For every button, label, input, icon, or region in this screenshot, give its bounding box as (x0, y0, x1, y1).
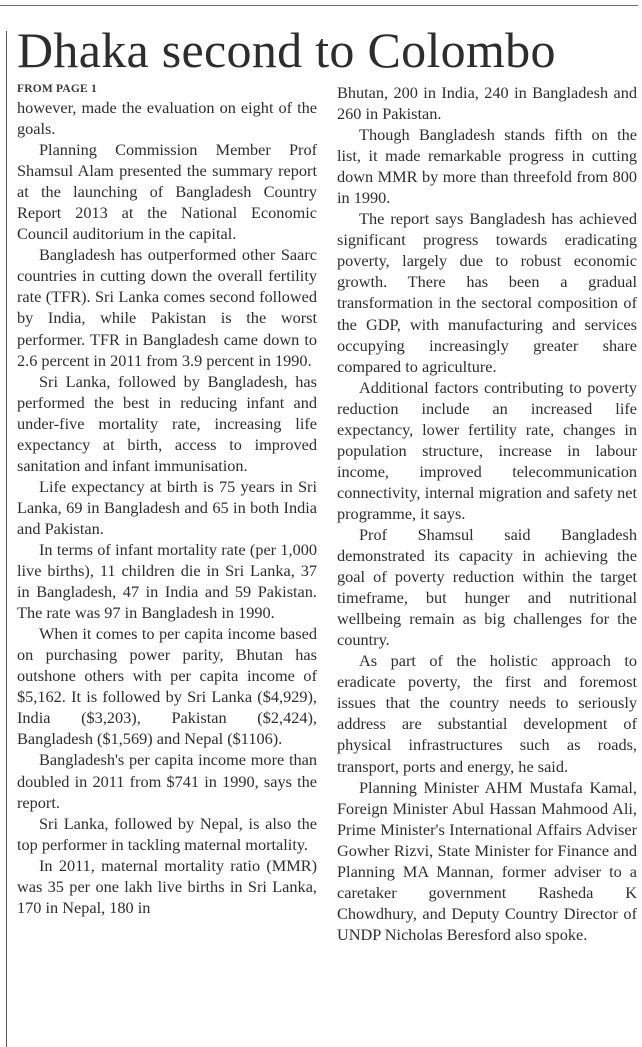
paragraph: Life expectancy at birth is 75 years in Sri Lanka, 69 in Bangladesh and 65 in both India and Pakistan. (17, 476, 317, 538)
paragraph: Sri Lanka, followed by Nepal, is also the top performer in tackling maternal mortality. (17, 813, 317, 854)
kicker-from-page: FROM PAGE 1 (17, 83, 97, 95)
paragraph: Prof Shamsul said Bangladesh demonstrated its capacity in achieving the goal of poverty reduction within the target timeframe, but hunger and nutritional wellbeing remain as big challenges for the country. (337, 524, 637, 650)
paragraph: When it comes to per capita income based on purchasing power parity, Bhutan has outshone others with per capita income of $5,162. It is followed by Sri Lanka ($4,929), India ($3,203), Pakistan ($2,424), Bangladesh ($1,569) and Nepal ($1106). (17, 624, 317, 749)
column-rule (6, 31, 7, 1047)
paragraph: In terms of infant mortality rate (per 1,000 live births), 11 children die in Sri Lanka, 37 in Bangladesh, 47 in India and 59 Pakistan. The rate was 97 in Bangladesh in 1990. (17, 539, 317, 623)
paragraph: Planning Minister AHM Mustafa Kamal, Foreign Minister Abul Hassan Mahmood Ali, Prime Minister's International Affairs Adviser Gowher Rizvi, State Minister for Finance and Planning MA Mannan, former adviser to a caretaker government Rasheda K Chowdhury, and Deputy Country Director of UNDP Nicholas Beresford also spoke. (337, 777, 637, 944)
paragraph: The report says Bangladesh has achieved significant progress towards eradicating poverty, largely due to robust economic growth. There has been a gradual transformation in the sectoral composition of the GDP, with manufacturing and services occupying increasingly greater share compared to agriculture. (337, 209, 637, 376)
paragraph: Bhutan, 200 in India, 240 in Bangladesh and 260 in Pakistan. (337, 83, 637, 124)
top-rule (0, 5, 638, 6)
left-column (17, 82, 317, 918)
paragraph: Though Bangladesh stands fifth on the list, it made remarkable progress in cutting down MMR by more than threefold from 800 in 1990. (337, 125, 637, 208)
paragraph: Bangladesh has outperformed other Saarc countries in cutting down the overall fertility rate (TFR). Sri Lanka comes second followed by India, while Pakistan is the worst performer. TFR in Bangladesh came down to 2.6 percent in 2011 from 3.9 percent in 1990. (17, 245, 317, 370)
right-column (337, 82, 637, 945)
paragraph: Bangladesh's per capita income more than doubled in 2011 from $741 in 1990, says the report. (17, 750, 317, 812)
paragraph: Additional factors contributing to poverty reduction include an increased life expectancy, lower fertility rate, changes in population structure, increase in labour income, improved telecommunication connectivity, internal migration and safety net programme, it says. (337, 377, 637, 523)
paragraph: however, made the evaluation on eight of the goals. (17, 98, 317, 139)
paragraph: As part of the holistic approach to eradicate poverty, the first and foremost issues that the country needs to seriously address are substantial development of physical infrastructures such as roads, transport, ports and energy, he said. (337, 651, 637, 776)
headline: Dhaka second to Colombo (17, 22, 556, 78)
paragraph: Sri Lanka, followed by Bangladesh, has performed the best in reducing infant and under-five mortality rate, increasing life expectancy at birth, access to improved sanitation and infant immunisation. (17, 371, 317, 475)
paragraph: Planning Commission Member Prof Shamsul Alam presented the summary report at the launching of Bangladesh Country Report 2013 at the National Economic Council auditorium in the capital. (17, 140, 317, 244)
paragraph: In 2011, maternal mortality ratio (MMR) was 35 per one lakh live births in Sri Lanka, 170 in Nepal, 180 in (17, 855, 317, 917)
